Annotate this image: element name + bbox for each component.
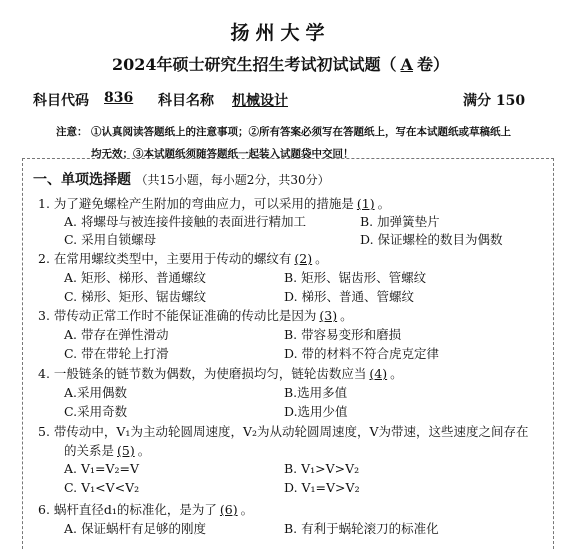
answer-blank: (1)	[356, 196, 375, 211]
question-1	[38, 194, 390, 212]
option-b: B. 矩形、锯齿形、管螺纹	[284, 270, 427, 285]
answer-blank: (4)	[369, 366, 388, 381]
question-5-cont	[64, 441, 150, 459]
subject-name-label: 科目名称	[158, 93, 214, 109]
question-3	[38, 306, 353, 324]
option-b: B.选用多值	[284, 385, 348, 400]
question-5: 5. 带传动中，V₁为主动轮圆周速度，V₂为从动轮圆周速度，V为带速，这些速度之间存在	[38, 424, 529, 439]
question-2	[38, 249, 328, 267]
option-b: B. V₁>V>V₂	[284, 461, 360, 476]
option-d: D. 保证螺栓的数目为偶数	[360, 232, 503, 247]
question-4	[38, 364, 403, 382]
question-6	[38, 500, 253, 518]
option-d: D. V₁=V>V₂	[284, 480, 360, 495]
stem-end: 。	[340, 308, 353, 323]
option-b: B. 有利于蜗轮滚刀的标准化	[284, 521, 439, 536]
option-c: C. 采用自锁螺母	[64, 232, 157, 247]
option-b: B. 加弹簧垫片	[360, 214, 440, 229]
title-suffix: 卷）	[416, 55, 449, 74]
option-a: A. 带存在弹性滑动	[64, 327, 169, 342]
option-d: D. 梯形、普通、管螺纹	[284, 289, 415, 304]
stem-end: 。	[377, 196, 391, 211]
option-a: A.采用偶数	[64, 385, 128, 400]
subject-name: 机械设计	[232, 93, 288, 109]
question-stem: 3. 带传动正常工作时不能保证准确的传动比是因为	[38, 308, 317, 323]
subject-code-label: 科目代码	[33, 93, 89, 109]
option-d: D. 带的材料不符合虎克定律	[284, 346, 440, 361]
question-stem: 2. 在常用螺纹类型中，主要用于传动的螺纹有	[38, 251, 292, 266]
question-stem: 的关系是	[64, 443, 115, 458]
question-stem: 6. 蜗杆直径d₁的标准化，是为了	[38, 502, 217, 517]
title-prefix: 2024年硕士研究生招生考试初试试题（	[112, 55, 397, 74]
option-a: A. 保证蜗杆有足够的刚度	[64, 521, 206, 536]
section-title: 一、单项选择题	[33, 172, 131, 188]
stem-end: 。	[315, 251, 328, 266]
subject-code: 836	[104, 90, 134, 106]
stem-end: 。	[240, 502, 254, 517]
answer-blank: (3)	[319, 308, 338, 323]
university-name: 扬州大学	[230, 22, 331, 44]
option-a: A. 矩形、梯形、普通螺纹	[64, 270, 206, 285]
section-heading	[33, 169, 330, 189]
notice-label: 注意：	[56, 126, 88, 138]
option-a: A. V₁=V₂=V	[64, 461, 140, 476]
option-a: A. 将螺母与被连接件接触的表面进行精加工	[64, 214, 306, 229]
stem-end: 。	[390, 366, 403, 381]
question-stem: 1. 为了避免螺栓产生附加的弯曲应力，可以采用的措施是	[38, 196, 354, 211]
option-c: C. 带在带轮上打滑	[64, 346, 169, 361]
paper-code: A	[400, 55, 413, 74]
answer-blank: (2)	[294, 251, 313, 266]
full-score: 满分 150	[463, 93, 526, 109]
option-c: C. 梯形、矩形、锯齿螺纹	[64, 289, 207, 304]
option-c: C. V₁<V<V₂	[64, 480, 140, 495]
notice-line-1: ①认真阅读答题纸上的注意事项；②所有答案必须写在答题纸上，写在本试题纸或草稿纸上	[91, 126, 511, 138]
option-b: B. 带容易变形和磨损	[284, 327, 402, 342]
notice-line-2: 均无效；③本试题纸须随答题纸一起装入试题袋中交回！	[91, 148, 354, 160]
option-c: C.采用奇数	[64, 404, 128, 419]
answer-blank: (5)	[117, 443, 135, 458]
answer-blank: (6)	[219, 502, 238, 517]
question-stem: 4. 一般链条的链节数为偶数，为使磨损均匀，链轮齿数应当	[38, 366, 367, 381]
option-d: D.选用少值	[284, 404, 348, 419]
stem-end: 。	[137, 443, 151, 458]
section-subtitle: （共15小题，每小题2分，共30分）	[135, 173, 330, 187]
exam-title	[0, 52, 561, 75]
